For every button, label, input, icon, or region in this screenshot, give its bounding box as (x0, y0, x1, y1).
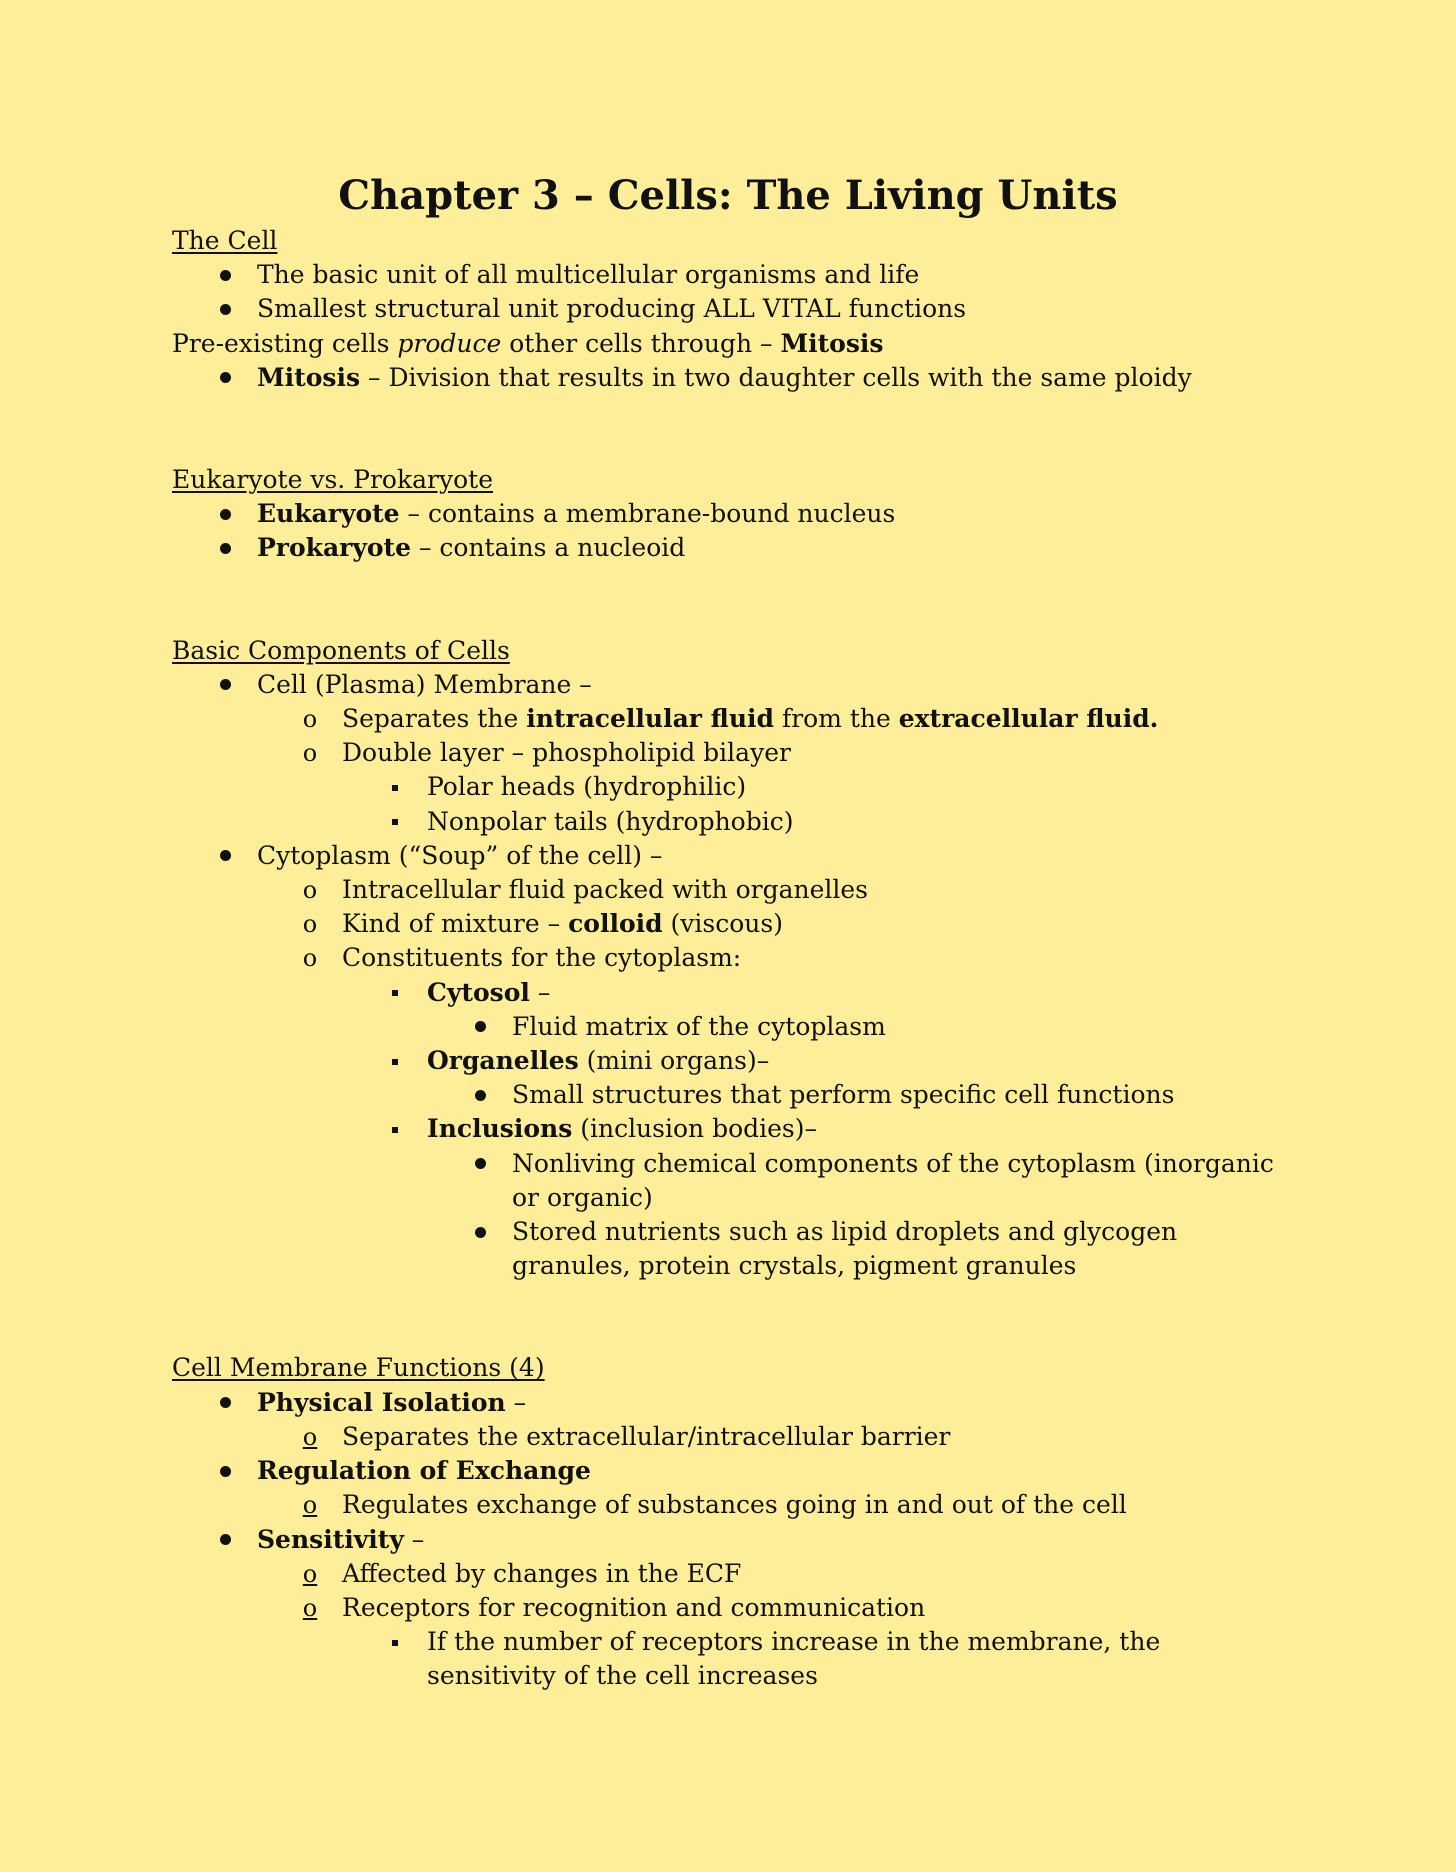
circle-bullet-icon: o (302, 876, 318, 905)
bullet-icon (465, 1078, 495, 1112)
list-item: o Kind of mixture – colloid (viscous) (172, 907, 1302, 941)
paragraph-pre-existing-cells: Pre-existing cells produce other cells through – Mitosis (172, 328, 884, 358)
list-item: Sensitivity – (172, 1523, 1302, 1557)
bullet-icon (210, 531, 240, 565)
list-item: Stored nutrients such as lipid droplets and glycogen granules, protein crystals, pigment granules (172, 1215, 1302, 1283)
notes-body (172, 224, 1302, 1694)
list-item: The basic unit of all multicellular organisms and life (172, 258, 1302, 292)
bullet-icon (210, 361, 240, 395)
circle-bullet-icon: o (302, 1422, 318, 1451)
circle-bullet-icon: o (302, 944, 318, 973)
bullet-icon (210, 1386, 240, 1420)
list-item: If the number of receptors increase in the membrane, the sensitivity of the cell increases (172, 1625, 1302, 1693)
list-item: o Double layer – phospholipid bilayer (172, 736, 1302, 770)
list-item: Regulation of Exchange (172, 1454, 1302, 1488)
circle-bullet-icon: o (302, 705, 318, 734)
bullet-icon (465, 1147, 495, 1181)
list-item: Cell (Plasma) Membrane – (172, 668, 1302, 702)
bullet-icon (210, 1523, 240, 1557)
list-item: Mitosis – Division that results in two daughter cells with the same ploidy (172, 361, 1302, 395)
list-item: o Intracellular fluid packed with organelles (172, 873, 1302, 907)
list-item: o Affected by changes in the ECF (172, 1557, 1302, 1591)
list-item: Organelles (mini organs)– (172, 1044, 1302, 1078)
list-item: Smallest structural unit producing ALL VITAL functions (172, 292, 1302, 326)
bullet-icon (210, 1454, 240, 1488)
list-item: o Regulates exchange of substances going in and out of the cell (172, 1488, 1302, 1522)
list-item: Cytosol – (172, 976, 1302, 1010)
square-bullet-icon (380, 976, 410, 1010)
square-bullet-icon (380, 770, 410, 804)
list-item: o Separates the intracellular fluid from the extracellular fluid. (172, 702, 1302, 736)
list-item: Cytoplasm (“Soup” of the cell) – (172, 839, 1302, 873)
circle-bullet-icon: o (302, 910, 318, 939)
list-item: Nonliving chemical components of the cytoplasm (inorganic or organic) (172, 1147, 1302, 1215)
bullet-icon (465, 1215, 495, 1249)
page-title: Chapter 3 – Cells: The Living Units (338, 172, 1118, 219)
section-heading-membrane-functions: Cell Membrane Functions (4) (172, 1353, 545, 1383)
list-item: Fluid matrix of the cytoplasm (172, 1010, 1302, 1044)
list-item: o Separates the extracellular/intracellular barrier (172, 1420, 1302, 1454)
list-item: o Constituents for the cytoplasm: (172, 941, 1302, 975)
list-item: Small structures that perform specific cell functions (172, 1078, 1302, 1112)
section-heading-basic-components: Basic Components of Cells (172, 635, 510, 665)
section-heading-eukaryote-vs-prokaryote: Eukaryote vs. Prokaryote (172, 465, 494, 495)
bullet-icon (210, 497, 240, 531)
list-item: Inclusions (inclusion bodies)– (172, 1112, 1302, 1146)
list-item: o Receptors for recognition and communication (172, 1591, 1302, 1625)
section-heading-the-cell: The Cell (172, 226, 278, 255)
list-item: Physical Isolation – (172, 1386, 1302, 1420)
square-bullet-icon (380, 1112, 410, 1146)
list-item: Eukaryote – contains a membrane-bound nucleus (172, 497, 1302, 531)
list-item: Polar heads (hydrophilic) (172, 770, 1302, 804)
bullet-icon (210, 839, 240, 873)
bullet-icon (210, 258, 240, 292)
bullet-icon (210, 292, 240, 326)
bullet-icon (210, 668, 240, 702)
list-item: Nonpolar tails (hydrophobic) (172, 805, 1302, 839)
circle-bullet-icon: o (302, 1491, 318, 1520)
list-item: Prokaryote – contains a nucleoid (172, 531, 1302, 565)
square-bullet-icon (380, 1625, 410, 1659)
circle-bullet-icon: o (302, 1593, 318, 1622)
square-bullet-icon (380, 805, 410, 839)
square-bullet-icon (380, 1044, 410, 1078)
circle-bullet-icon: o (302, 739, 318, 768)
bullet-icon (465, 1010, 495, 1044)
circle-bullet-icon: o (302, 1559, 318, 1588)
